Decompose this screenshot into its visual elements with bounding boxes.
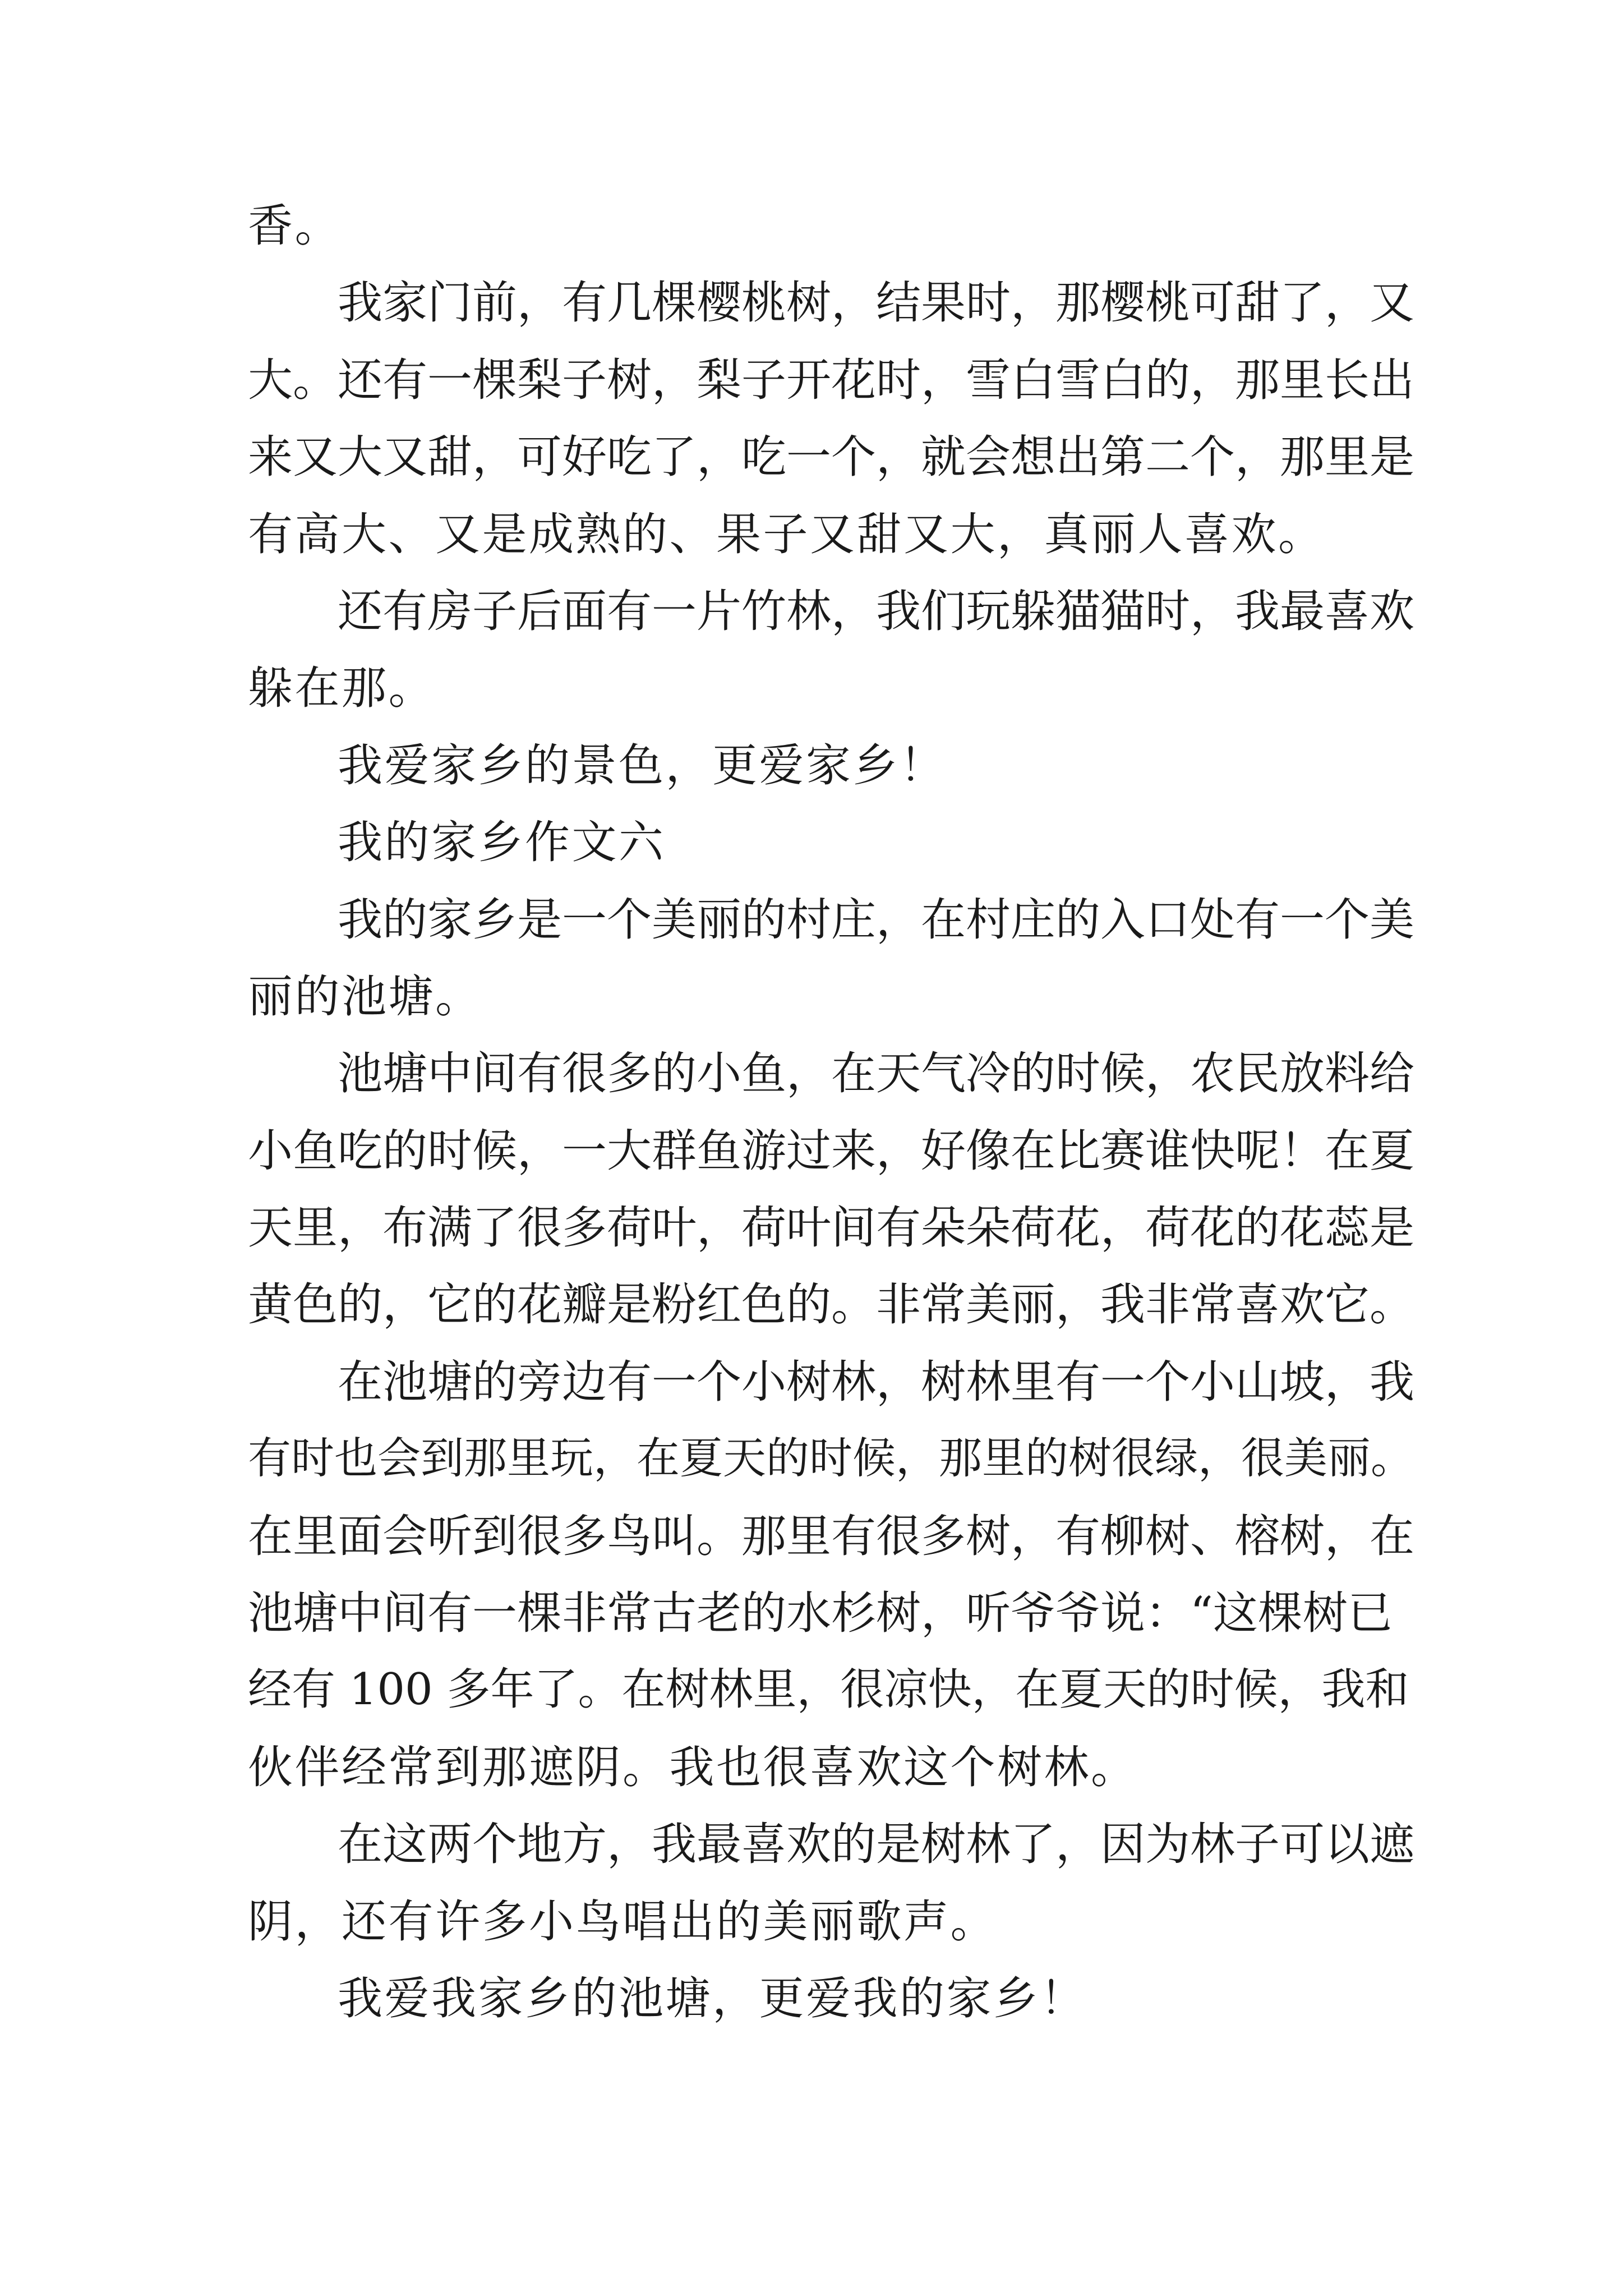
section-heading: 我的家乡作文六 [338,816,666,869]
text-line: 有时也会到那里玩，在夏天的时候，那里的树很绿，很美丽。 [248,1434,1414,1484]
text-line: 黄色的，它的花瓣是粉红色的。非常美丽，我非常喜欢它。 [248,1278,1414,1331]
text-line: 池塘中间有很多的小鱼，在天气冷的时候，农民放料给 [338,1047,1414,1100]
text-line: 在里面会听到很多鸟叫。那里有很多树，有柳树、榕树，在 [248,1510,1414,1562]
text-line: 天里，布满了很多荷叶，荷叶间有朵朵荷花，荷花的花蕊是 [248,1202,1414,1254]
text-line: 我的家乡是一个美丽的村庄，在村庄的入口处有一个美 [338,893,1414,946]
text-line: 我爱我家乡的池塘，更爱我的家乡！ [338,1972,1087,2024]
text-line: 在池塘的旁边有一个小树林，树林里有一个小山坡，我 [338,1355,1414,1408]
text-line: 还有房子后面有一片竹林，我们玩躲猫猫时，我最喜欢 [338,585,1414,637]
text-line: 我家门前，有几棵樱桃树，结果时，那樱桃可甜了，又 [338,277,1414,329]
text-line: 池塘中间有一棵非常古老的水杉树，听爷爷说：“这棵树已 [248,1587,1393,1640]
text-line: 躲在那。 [248,662,435,715]
text-line: 阴，还有许多小鸟唱出的美丽歌声。 [248,1895,997,1948]
text-line: 我爱家乡的景色，更爱家乡！ [338,739,947,792]
text-line: 经有 100 多年了。在树林里，很凉快，在夏天的时候，我和 [248,1664,1409,1715]
text-line: 小鱼吃的时候，一大群鱼游过来，好像在比赛谁快呢！在夏 [248,1124,1414,1177]
text-line: 在这两个地方，我最喜欢的是树林了，因为林子可以遮 [338,1818,1414,1871]
text-line: 丽的池塘。 [248,970,482,1023]
text-line: 伙伴经常到那遮阴。我也很喜欢这个树林。 [248,1741,1138,1793]
text-line: 有高大、又是成熟的、果子又甜又大，真丽人喜欢。 [248,508,1325,560]
article-body [248,187,1414,2037]
text-line: 来又大又甜，可好吃了，吃一个，就会想出第二个，那里是 [248,431,1414,484]
text-line: 香。 [248,200,342,252]
text-line: 大。还有一棵梨子树，梨子开花时，雪白雪白的，那里长出 [248,353,1414,406]
